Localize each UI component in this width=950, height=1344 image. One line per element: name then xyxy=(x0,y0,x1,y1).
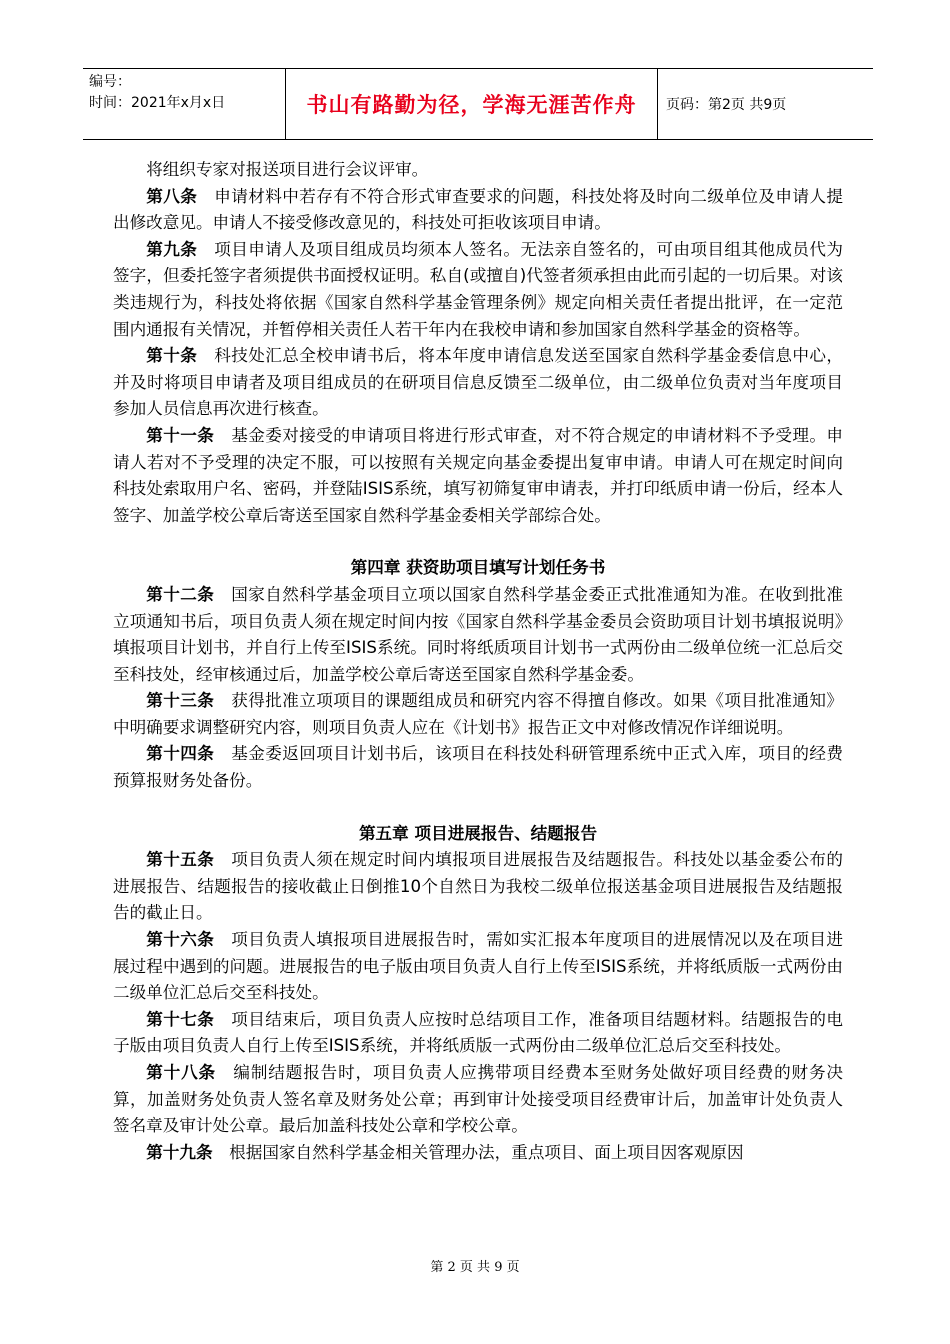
article-title: 第十二条 xyxy=(146,584,215,604)
lead-paragraph: 将组织专家对报送项目进行会议评审。 xyxy=(146,160,429,179)
article-text: 项目申请人及项目组成员均须本人签名。无法亲自签名的，可由项目组其他成员代为签字，但委托签字者须提供书面授权证明。私自(或擅自)代签者须承担由此而引起的一切后果。对该类违规行为，科技处将依据《国家自然科学基金管理条例》规定向相关责任者提出批评，在一定范围内通报有关情况，并暂停相关责任人若干年内在我校申请和参加国家自然科学基金的资格等。 xyxy=(113,239,844,339)
article-paragraph xyxy=(113,423,843,529)
header-motto-cell xyxy=(286,69,658,139)
articles-group-3 xyxy=(113,847,843,1166)
article-text: 申请材料中若存有不符合形式审查要求的问题，科技处将及时向二级单位及申请人提出修改意见。申请人不接受修改意见的，科技处可拒收该项目申请。 xyxy=(113,186,844,233)
header-meta xyxy=(83,69,286,139)
article-paragraph xyxy=(113,927,843,1007)
article-text: 编制结题报告时，项目负责人应携带项目经费本至财务处做好项目经费的财务决算，加盖财务处负责人签名章及财务处公章；再到审计处接受项目经费审计后，加盖审计处负责人签名章及审计处公章。最后加盖科技处公章和学校公章。 xyxy=(113,1063,844,1136)
article-paragraph xyxy=(113,237,843,343)
time-label: 时间：2021年x月x日 xyxy=(89,95,226,111)
article-title: 第十五条 xyxy=(146,850,215,870)
article-text: 获得批准立项项目的课题组成员和研究内容不得擅自修改。如果《项目批准通知》中明确要求调整研究内容，则项目负责人应在《计划书》报告正文中对修改情况作详细说明。 xyxy=(113,691,844,737)
article-text: 基金委对接受的申请项目将进行形式审查，对不符合规定的申请材料不予受理。申请人若对不予受理的决定不服，可以按照有关规定向基金委提出复审申请。申请人可在规定时间向科技处索取用户名、密码，并登陆ISIS系统，填写初筛复审申请表，并打印纸质申请一份后，经本人签字、加盖学校公章后寄送至国家自然科学基金委相关学部综合处。 xyxy=(113,425,844,525)
article-title: 第十四条 xyxy=(146,744,215,764)
article-paragraph xyxy=(113,1140,843,1167)
article-text: 基金委返回项目计划书后，该项目在科技处科研管理系统中正式入库，项目的经费预算报财务处备份。 xyxy=(113,744,844,791)
motto: 书山有路勤为径，学海无涯苦作舟 xyxy=(306,93,637,117)
article-text: 项目负责人填报项目进展报告时，需如实汇报本年度项目的进展情况以及在项目进展过程中遇到的问题。进展报告的电子版由项目负责人自行上传至ISIS系统，并将纸质版一式两份由二级单位汇总后交至科技处。 xyxy=(113,930,844,1003)
page-footer: 第 2 页 共 9 页 xyxy=(430,1260,520,1275)
article-paragraph xyxy=(113,1007,843,1060)
articles-group-2 xyxy=(113,582,843,795)
spacer xyxy=(113,529,843,555)
document-body xyxy=(113,157,843,1166)
article-title: 第九条 xyxy=(146,239,198,259)
article-title: 第十三条 xyxy=(146,691,215,711)
article-text: 根据国家自然科学基金相关管理办法，重点项目、面上项目因客观原因 xyxy=(229,1142,744,1162)
article-text: 国家自然科学基金项目立项以国家自然科学基金委正式批准通知为准。在收到批准立项通知书后，项目负责人须在规定时间内按《国家自然科学基金委员会资助项目计划书填报说明》填报项目计划书，并自行上传至ISIS系统。同时将纸质项目计划书一式两份由二级单位统一汇总后交至科技处，经审核通过后，加盖学校公章后寄送至国家自然科学基金委。 xyxy=(113,584,844,684)
article-paragraph xyxy=(113,741,843,794)
article-paragraph xyxy=(113,1060,843,1140)
article-title: 第八条 xyxy=(146,186,198,206)
spacer xyxy=(113,795,843,821)
article-title: 第十七条 xyxy=(146,1009,215,1029)
article-title: 第十六条 xyxy=(146,930,215,950)
article-paragraph xyxy=(113,688,843,741)
article-title: 第十九条 xyxy=(146,1142,213,1162)
page-info: 页码：第2页 共9页 xyxy=(666,97,787,113)
article-title: 第十条 xyxy=(146,346,198,366)
article-paragraph xyxy=(113,184,843,237)
article-title: 第十一条 xyxy=(146,425,215,445)
article-text: 项目负责人须在规定时间内填报项目进展报告及结题报告。科技处以基金委公布的进展报告、结题报告的接收截止日倒推10个自然日为我校二级单位报送基金项目进展报告及结题报告的截止日。 xyxy=(113,850,844,923)
article-paragraph xyxy=(113,847,843,927)
articles-group-1 xyxy=(113,184,843,530)
document-header xyxy=(83,68,873,140)
header-page-cell xyxy=(658,69,873,139)
chapter-heading-4: 第四章 获资助项目填写计划任务书 xyxy=(350,558,606,578)
article-paragraph xyxy=(113,582,843,688)
article-paragraph xyxy=(113,343,843,423)
article-title: 第十八条 xyxy=(146,1063,216,1082)
chapter-heading-5: 第五章 项目进展报告、结题报告 xyxy=(358,823,598,843)
article-text: 项目结束后，项目负责人应按时总结项目工作，准备项目结题材料。结题报告的电子版由项目负责人自行上传至ISIS系统，并将纸质版一式两份由二级单位汇总后交至科技处。 xyxy=(113,1009,844,1056)
number-label: 编号： xyxy=(89,74,131,90)
article-text: 科技处汇总全校申请书后，将本年度申请信息发送至国家自然科学基金委信息中心，并及时将项目申请者及项目组成员的在研项目信息反馈至二级单位，由二级单位负责对当年度项目参加人员信息再次进行核查。 xyxy=(113,346,844,419)
